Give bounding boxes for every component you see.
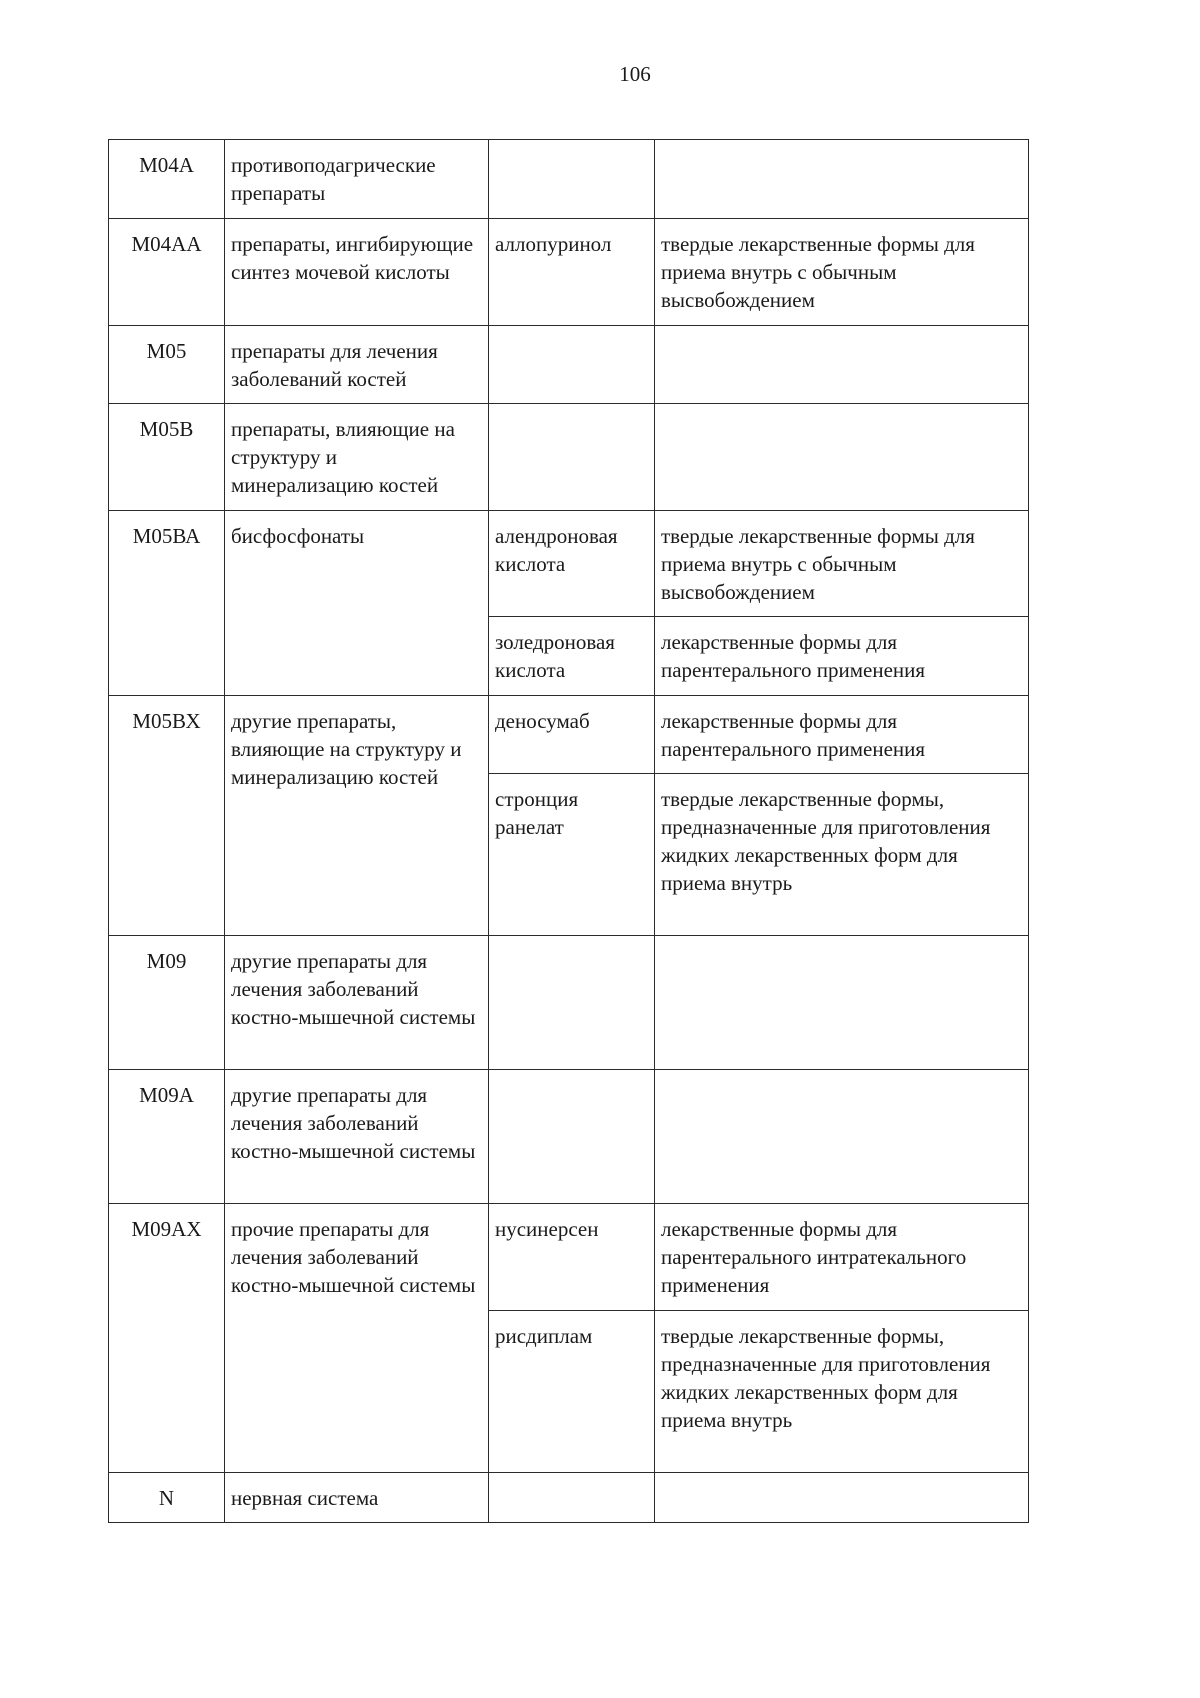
drug-name: алендроновая кислота bbox=[489, 511, 655, 617]
dosage-form bbox=[655, 326, 1029, 404]
table-row bbox=[109, 1204, 1029, 1311]
dosage-form: твердые лекарственные формы для приема внутрь с обычным высвобождением bbox=[655, 511, 1029, 617]
page-number: 106 bbox=[619, 62, 651, 86]
drug-name bbox=[489, 1070, 655, 1204]
group-name: прочие препараты для лечения заболеваний костно-мышечной системы bbox=[225, 1204, 489, 1473]
table-row bbox=[109, 936, 1029, 1070]
table-row bbox=[109, 140, 1029, 219]
atc-code: М05ВХ bbox=[109, 696, 225, 936]
atc-code: М05ВА bbox=[109, 511, 225, 696]
dosage-form bbox=[655, 404, 1029, 511]
atc-code: М04А bbox=[109, 140, 225, 219]
drug-name bbox=[489, 1473, 655, 1523]
table-row bbox=[109, 1473, 1029, 1523]
dosage-form: лекарственные формы для парентерального применения bbox=[655, 617, 1029, 696]
dosage-form bbox=[655, 140, 1029, 219]
dosage-form: твердые лекарственные формы, предназначенные для приготовления жидких лекарственных форм для приема внутрь bbox=[655, 774, 1029, 936]
drug-name bbox=[489, 404, 655, 511]
atc-code: М05В bbox=[109, 404, 225, 511]
table-row bbox=[109, 219, 1029, 326]
table-row bbox=[109, 696, 1029, 774]
atc-code: М09 bbox=[109, 936, 225, 1070]
dosage-form: твердые лекарственные формы, предназначенные для приготовления жидких лекарственных форм для приема внутрь bbox=[655, 1311, 1029, 1473]
atc-code: М09А bbox=[109, 1070, 225, 1204]
drug-name bbox=[489, 936, 655, 1070]
table-row bbox=[109, 404, 1029, 511]
group-name: другие препараты, влияющие на структуру и минерализацию костей bbox=[225, 696, 489, 936]
group-name: препараты, ингибирующие синтез мочевой кислоты bbox=[225, 219, 489, 326]
drug-name: деносумаб bbox=[489, 696, 655, 774]
dosage-form: твердые лекарственные формы для приема внутрь с обычным высвобождением bbox=[655, 219, 1029, 326]
group-name: препараты, влияющие на структуру и минерализацию костей bbox=[225, 404, 489, 511]
dosage-form bbox=[655, 1473, 1029, 1523]
drug-classification-table bbox=[108, 139, 1029, 1523]
drug-name bbox=[489, 326, 655, 404]
group-name: другие препараты для лечения заболеваний костно-мышечной системы bbox=[225, 1070, 489, 1204]
table-row bbox=[109, 326, 1029, 404]
group-name: другие препараты для лечения заболеваний костно-мышечной системы bbox=[225, 936, 489, 1070]
dosage-form bbox=[655, 936, 1029, 1070]
drug-name: аллопуринол bbox=[489, 219, 655, 326]
group-name: бисфосфонаты bbox=[225, 511, 489, 696]
drug-name: золедроновая кислота bbox=[489, 617, 655, 696]
dosage-form bbox=[655, 1070, 1029, 1204]
group-name: противоподагрические препараты bbox=[225, 140, 489, 219]
table-row bbox=[109, 1070, 1029, 1204]
drug-name: рисдиплам bbox=[489, 1311, 655, 1473]
atc-code: М04АА bbox=[109, 219, 225, 326]
group-name: нервная система bbox=[225, 1473, 489, 1523]
dosage-form: лекарственные формы для парентерального применения bbox=[655, 696, 1029, 774]
atc-code: М09АХ bbox=[109, 1204, 225, 1473]
table-row bbox=[109, 511, 1029, 617]
atc-code: М05 bbox=[109, 326, 225, 404]
atc-code: N bbox=[109, 1473, 225, 1523]
drug-name: стронция ранелат bbox=[489, 774, 655, 936]
dosage-form: лекарственные формы для парентерального интратекального применения bbox=[655, 1204, 1029, 1311]
group-name: препараты для лечения заболеваний костей bbox=[225, 326, 489, 404]
drug-name: нусинерсен bbox=[489, 1204, 655, 1311]
drug-name bbox=[489, 140, 655, 219]
